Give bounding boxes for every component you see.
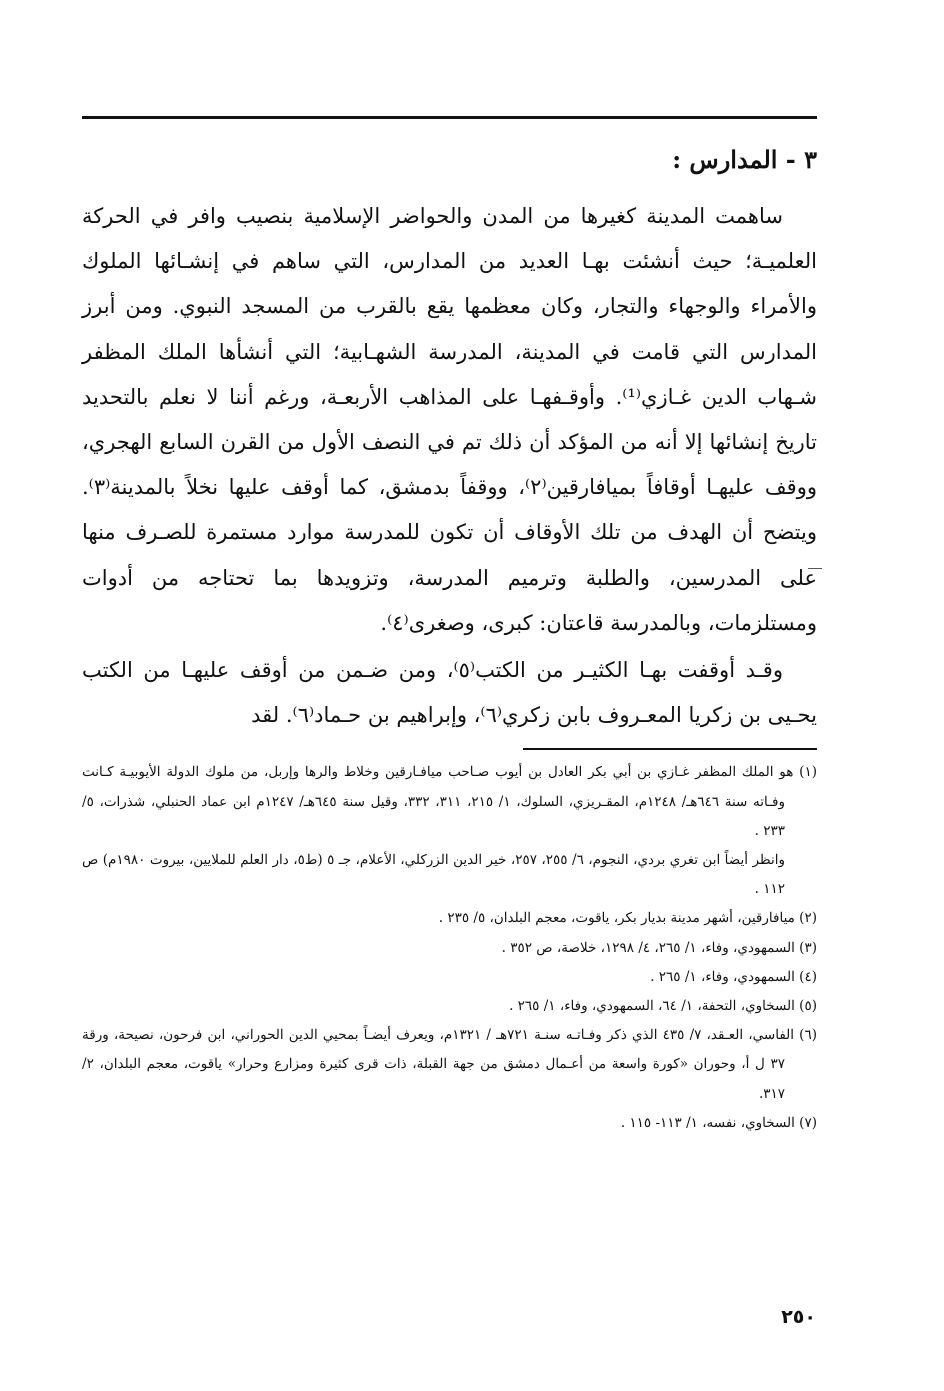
footnote-6: (٦) الفاسي، العـقد، ٧/ ٤٣٥ الذي ذكر وفـاتـه سنـة ٧٢١هـ / ١٣٢١م، ويعرف أيضـاً بمحيي الدين الحوراني، ابن فرحون، نصيحة، ورقة ٣٧ ل أ، وحوران «كورة واسعة من أعـمال دمشق من جهة القبلة، ذات قرى كثيرة ومزارع وحرار» ياقوت، معجم البلدان، ٢/ ٣١٧. (82, 1027, 818, 1102)
header-rule (82, 116, 817, 119)
footnote-2: (٢) ميافارقين، أشهر مدينة بديار بكر، ياقوت، معجم البلدان، ٥/ ٢٣٥ . (438, 910, 817, 927)
footnote-1: (١) هو الملك المظفر غـازي بن أبي بكر العادل بن أيوب صـاحب ميافـارقين وخلاط والرها وإربل، من ملوك الدولة الأيوبيـة كـانت وفـاته سنة ٦٤٦هـ/ ١٢٤٨م، المقـريزي، السلوك، ١/ ٢١٥، ٣١١، ٣٣٢، وقيل سنة ٦٤٥هـ/ ١٢٤٧م ابن عماد الحنبلي، شذرات، ٥/ ٢٣٣ . (82, 764, 817, 839)
footnote-4: (٤) السمهودي، وفاء، ١/ ٢٦٥ . (650, 968, 817, 985)
footnote-rule (523, 748, 817, 750)
paragraph-2: وقـد أوقفت بهـا الكثيـر من الكتب⁽٥⁾، ومن ضـمن من أوقف عليهـا من الكتب يحـيى بن زكريا المعـروف بابن زكري⁽٦⁾، وإبراهيم بن حـماد⁽٦⁾. لقد (82, 658, 817, 728)
body-text (82, 194, 817, 738)
footnote-1-continued: وانظر أيضاً ابن تغري بردي، النجوم، ٦/ ٢٥٥، ٢٥٧، خير الدين الزركلي، الأعلام، جـ ٥ (ط٥، دار العلم للملايين، بيروت ١٩٨٠م) ص ١١٢ . (82, 852, 786, 898)
footnote-3: (٣) السمهودي، وفاء، ١/ ٢٦٥، ٤/ ١٢٩٨، خلاصة، ص ٣٥٢ . (501, 939, 817, 956)
page-number: ٢٥٠ (781, 1306, 816, 1328)
section-heading: ٣ - المدارس : (672, 145, 817, 174)
footnote-5: (٥) السخاوي، التحفة، ١/ ٦٤، السمهودي، وفاء، ١/ ٢٦٥ . (509, 998, 817, 1015)
footnote-7: (٧) السخاوي، نفسه، ١/ ١١٣- ١١٥ . (620, 1114, 817, 1131)
page-content (82, 140, 817, 1138)
footnotes (82, 758, 817, 1138)
paragraph-1: ساهمت المدينة كغيرها من المدن والحواضر الإسلامية بنصيب وافر في الحركة العلميـة؛ حيث أنشئت بهـا العديد من المدارس، التي ساهم في إنشـائها الملوك والأمراء والوجهاء والتجار، وكان معظمها يقع بالقرب من المسجد النبوي. ومن أبرز المدارس التي قامت في المدينة، المدرسة الشهـابية؛ التي أنشأها الملك المظفر شـهاب الدين غـازي⁽¹⁾. وأوقـفهـا على المذاهب الأربعـة، ورغم أننا لا نعلم بالتحديد تاريخ إنشائها إلا أنه من المؤكد أن ذلك تم في النصف الأول من القرن السابع الهجري، ووقف عليهـا أوقافاً بميافارقين⁽٢⁾، ووقفاً بدمشق، كما أوقف عليها نخلاً بالمدينة⁽٣⁾. ويتضح أن الهدف من تلك الأوقاف أن تكون للمدرسة موارد مستمرة للصـرف منها على المدرسين، والطلبة وترميم المدرسة، وتزويدها بما تحتاجه من أدوات ومستلزمات، وبالمدرسة قاعتان: كبرى، وصغرى⁽٤⁾. (82, 204, 818, 635)
